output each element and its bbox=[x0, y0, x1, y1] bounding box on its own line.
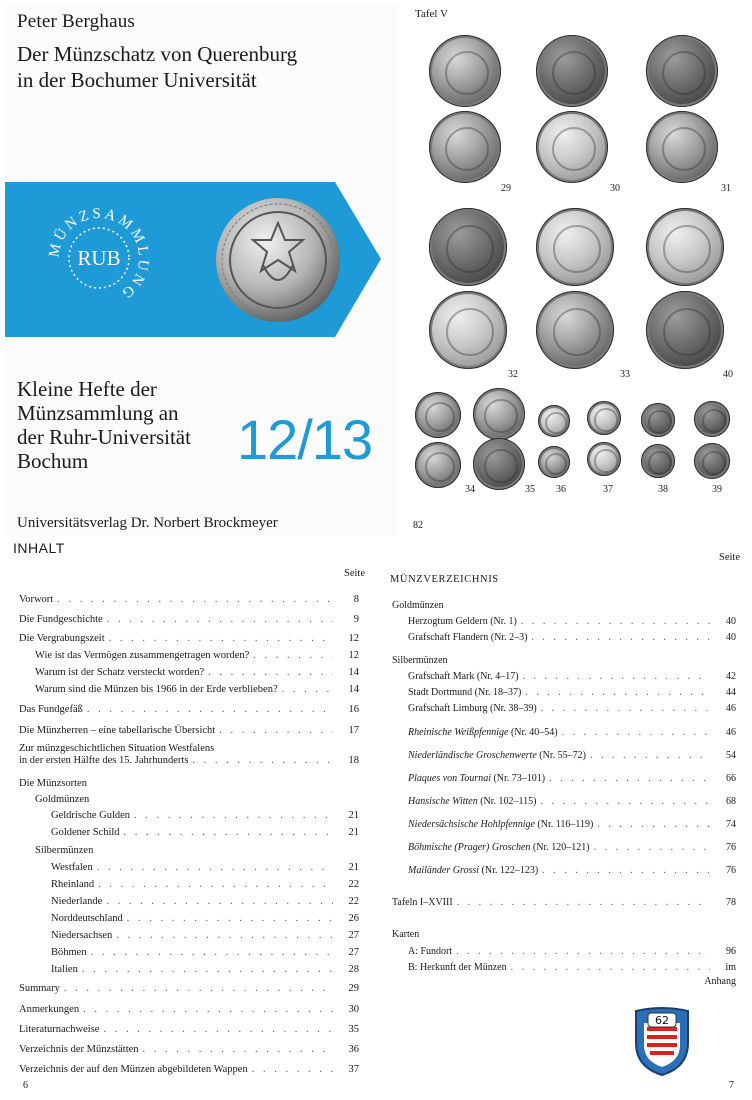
cover-title bbox=[17, 41, 387, 93]
toc-entry bbox=[51, 810, 359, 821]
index-entry bbox=[408, 632, 736, 643]
index-label: Niedersächsische Hohlpfennige bbox=[408, 819, 535, 830]
index-label: Stadt Dortmund (Nr. 18–37) bbox=[408, 687, 522, 698]
toc-label: Zur münzgeschichtlichen Situation Westfalens bbox=[19, 743, 215, 754]
coin-image bbox=[587, 442, 621, 476]
index-entry bbox=[392, 897, 736, 908]
toc-page: 21 bbox=[348, 862, 359, 873]
cover-author: Peter Berghaus bbox=[17, 11, 136, 32]
coin-label: 32 bbox=[508, 369, 518, 380]
leader-dots bbox=[594, 842, 710, 853]
toc-page: 21 bbox=[348, 810, 359, 821]
coin-image bbox=[536, 111, 608, 183]
index-range: (Nr. 55–72) bbox=[536, 750, 586, 761]
page-number: 6 bbox=[23, 1080, 28, 1091]
toc-label: Das Fundgefäß bbox=[19, 704, 83, 715]
coin-image bbox=[429, 35, 501, 107]
coin-image bbox=[641, 403, 675, 437]
index-label: Herzogtum Geldern (Nr. 1) bbox=[408, 616, 517, 627]
leader-dots bbox=[106, 896, 333, 907]
leader-dots bbox=[134, 810, 333, 821]
leader-dots bbox=[457, 897, 710, 908]
index-page: 54 bbox=[726, 750, 736, 761]
toc-label: Geldrische Gulden bbox=[51, 810, 131, 821]
coin-image bbox=[536, 208, 614, 286]
leader-dots bbox=[124, 827, 333, 838]
coin-image bbox=[646, 35, 718, 107]
coin-image bbox=[415, 392, 461, 438]
toc-page: 37 bbox=[348, 1064, 359, 1075]
toc-entry bbox=[51, 896, 359, 907]
toc-label: Die Münzherren – eine tabellarische Übersicht bbox=[19, 725, 216, 736]
toc-label: Böhmen bbox=[51, 947, 87, 958]
leader-dots bbox=[456, 946, 710, 957]
leader-dots bbox=[521, 616, 710, 627]
index-entry bbox=[408, 750, 736, 761]
toc-label: Wie ist das Vermögen zusammengetragen worden? bbox=[35, 650, 250, 661]
toc-entry bbox=[51, 947, 359, 958]
leader-dots bbox=[590, 750, 710, 761]
index-label: Grafschaft Limburg (Nr. 38–39) bbox=[408, 703, 537, 714]
toc-label: Norddeutschland bbox=[51, 913, 123, 924]
leader-dots bbox=[143, 1044, 333, 1055]
contents-page bbox=[5, 540, 371, 1097]
toc-page: 12 bbox=[348, 633, 359, 644]
section-heading: Silbermünzen bbox=[392, 655, 448, 666]
leader-dots bbox=[525, 687, 710, 698]
cover-title-line1: Der Münzschatz von Querenburg bbox=[17, 42, 298, 66]
index-range: (Nr. 120–121) bbox=[530, 842, 590, 853]
toc-label: Warum ist der Schatz versteckt worden? bbox=[35, 667, 205, 678]
toc-label: Summary bbox=[19, 983, 60, 994]
toc-label: in der ersten Hälfte des 15. Jahrhunderts bbox=[19, 755, 189, 766]
toc-label: Vorwort bbox=[19, 594, 54, 605]
toc-entry bbox=[19, 1064, 359, 1075]
coin-image bbox=[646, 291, 724, 369]
index-entry bbox=[408, 687, 736, 698]
toc-label: Verzeichnis der Münzstätten bbox=[19, 1044, 139, 1055]
toc-label: Warum sind die Münzen bis 1966 in der Erde verblieben? bbox=[35, 684, 278, 695]
toc-page: 17 bbox=[348, 725, 359, 736]
toc-entry bbox=[19, 755, 359, 766]
coin-label: 33 bbox=[620, 369, 630, 380]
leader-dots bbox=[98, 879, 333, 890]
series-title bbox=[17, 377, 247, 473]
index-label: Rheinische Weißpfennige bbox=[408, 727, 509, 738]
toc-page: 30 bbox=[348, 1004, 359, 1015]
series-line: Münzsammlung an bbox=[17, 401, 179, 425]
leader-dots bbox=[97, 862, 333, 873]
toc-label: Literaturnachweise bbox=[19, 1024, 100, 1035]
index-page: 68 bbox=[726, 796, 736, 807]
index-range: (Nr. 102–115) bbox=[477, 796, 537, 807]
leader-dots bbox=[192, 755, 333, 766]
coin-label: 36 bbox=[556, 484, 566, 495]
coin-image bbox=[646, 208, 724, 286]
toc-entry bbox=[19, 614, 359, 625]
index-page: 44 bbox=[726, 687, 736, 698]
index-page: 76 bbox=[726, 842, 736, 853]
series-line: der Ruhr-Universität bbox=[17, 425, 191, 449]
coin-image bbox=[429, 208, 507, 286]
index-page: 76 bbox=[726, 865, 736, 876]
toc-label: Westfalen bbox=[51, 862, 93, 873]
toc-page: 28 bbox=[348, 964, 359, 975]
index-page: 74 bbox=[726, 819, 736, 830]
coin-image bbox=[429, 291, 507, 369]
toc-entry bbox=[19, 725, 359, 736]
toc-entry bbox=[51, 913, 359, 924]
toc-page: 27 bbox=[348, 947, 359, 958]
coin-image bbox=[694, 443, 730, 479]
toc-page: 14 bbox=[348, 684, 359, 695]
coin-image bbox=[538, 446, 570, 478]
coin-image bbox=[429, 111, 501, 183]
index-entry bbox=[408, 865, 736, 876]
cover-coin-image bbox=[213, 195, 343, 325]
toc-page: 27 bbox=[348, 930, 359, 941]
toc-entry bbox=[19, 1044, 359, 1055]
leader-dots bbox=[107, 614, 333, 625]
toc-entry bbox=[51, 964, 359, 975]
toc-page: 36 bbox=[348, 1044, 359, 1055]
coin-label: 34 bbox=[465, 484, 475, 495]
index-entry bbox=[408, 671, 736, 682]
leader-dots bbox=[219, 725, 333, 736]
toc-label: Niedersachsen bbox=[51, 930, 113, 941]
toc-page: 22 bbox=[348, 879, 359, 890]
index-page: im bbox=[725, 962, 736, 973]
index-entry bbox=[408, 703, 736, 714]
index-label: Grafschaft Mark (Nr. 4–17) bbox=[408, 671, 519, 682]
leader-dots bbox=[109, 633, 333, 644]
toc-page: 26 bbox=[348, 913, 359, 924]
coin-image bbox=[641, 444, 675, 478]
contents-heading: INHALT bbox=[13, 540, 65, 556]
page-number: 7 bbox=[729, 1080, 734, 1091]
plate-title: Tafel V bbox=[415, 8, 448, 20]
leader-dots bbox=[64, 983, 333, 994]
seal-center-text: RUB bbox=[77, 246, 121, 270]
leader-dots bbox=[282, 684, 333, 695]
coin-label: 39 bbox=[712, 484, 722, 495]
page-number: 82 bbox=[413, 520, 423, 531]
toc-label: Verzeichnis der auf den Münzen abgebildeten Wappen bbox=[19, 1064, 248, 1075]
toc-label: Silbermünzen bbox=[35, 845, 94, 856]
toc-label: Die Münzsorten bbox=[19, 778, 87, 789]
toc-label: Italien bbox=[51, 964, 78, 975]
index-range: (Nr. 122–123) bbox=[479, 865, 539, 876]
index-page: 46 bbox=[726, 703, 736, 714]
leader-dots bbox=[253, 650, 333, 661]
index-label: Tafeln I–XVIII bbox=[392, 897, 453, 908]
toc-page: 14 bbox=[348, 667, 359, 678]
toc-entry bbox=[35, 684, 359, 695]
index-entry bbox=[408, 773, 736, 784]
toc-page: 18 bbox=[348, 755, 359, 766]
index-label: Grafschaft Flandern (Nr. 2–3) bbox=[408, 632, 528, 643]
toc-page: 9 bbox=[353, 614, 359, 625]
toc-label: Die Vergrabungszeit bbox=[19, 633, 105, 644]
coin-index-page bbox=[378, 540, 748, 1097]
toc-page: 16 bbox=[348, 704, 359, 715]
leader-dots bbox=[541, 703, 710, 714]
leader-dots bbox=[562, 727, 710, 738]
section-heading: Karten bbox=[392, 929, 420, 940]
series-line: Bochum bbox=[17, 449, 89, 473]
toc-label: Goldener Schild bbox=[51, 827, 120, 838]
leader-dots bbox=[87, 704, 333, 715]
toc-entry bbox=[19, 1024, 359, 1035]
publisher: Universitätsverlag Dr. Norbert Brockmeyer bbox=[17, 515, 278, 531]
coin-label: 38 bbox=[658, 484, 668, 495]
index-label: Plaques von Tournai bbox=[408, 773, 491, 784]
leader-dots bbox=[511, 962, 710, 973]
index-label: Böhmische (Prager) Groschen bbox=[408, 842, 531, 853]
toc-label: Goldmünzen bbox=[35, 794, 90, 805]
coin-image bbox=[646, 111, 718, 183]
index-page-note: Anhang bbox=[704, 976, 736, 987]
toc-entry bbox=[19, 704, 359, 715]
toc-entry bbox=[35, 667, 359, 678]
toc-label: Rheinland bbox=[51, 879, 95, 890]
toc-page: 22 bbox=[348, 896, 359, 907]
coin-plate-page bbox=[403, 5, 748, 535]
leader-dots bbox=[542, 865, 710, 876]
leader-dots bbox=[116, 930, 333, 941]
toc-entry bbox=[19, 633, 359, 644]
leader-dots bbox=[57, 594, 333, 605]
index-page: 78 bbox=[726, 897, 736, 908]
coin-label: 35 bbox=[525, 484, 535, 495]
index-page: 66 bbox=[726, 773, 736, 784]
coin-image bbox=[473, 388, 525, 440]
seal-ring-text: MÜNZSAMMLUNG bbox=[46, 205, 152, 303]
leader-dots bbox=[82, 964, 333, 975]
toc-label: Niederlande bbox=[51, 896, 103, 907]
toc-entry bbox=[19, 983, 359, 994]
rub-seal-logo bbox=[43, 202, 155, 314]
index-range: (Nr. 116–119) bbox=[534, 819, 594, 830]
index-entry bbox=[408, 616, 736, 627]
coin-label: 31 bbox=[721, 183, 731, 194]
toc-page: 29 bbox=[348, 983, 359, 994]
toc-page: 21 bbox=[348, 827, 359, 838]
coin-label: 40 bbox=[723, 369, 733, 380]
index-page: 96 bbox=[726, 946, 736, 957]
index-range: (Nr. 40–54) bbox=[508, 727, 558, 738]
index-label: Hansische Witten bbox=[408, 796, 478, 807]
toc-entry bbox=[19, 594, 359, 605]
index-page: 40 bbox=[726, 616, 736, 627]
coin-image bbox=[538, 405, 570, 437]
toc-entry bbox=[51, 930, 359, 941]
coin-image bbox=[415, 442, 461, 488]
series-line: Kleine Hefte der bbox=[17, 377, 157, 401]
toc-page: 35 bbox=[348, 1024, 359, 1035]
coin-label: 37 bbox=[603, 484, 613, 495]
index-entry bbox=[408, 796, 736, 807]
index-label: Mailänder Grossi bbox=[408, 865, 480, 876]
index-entry bbox=[408, 727, 736, 738]
index-page: 40 bbox=[726, 632, 736, 643]
leader-dots bbox=[252, 1064, 333, 1075]
page-column-heading: Seite bbox=[719, 552, 740, 563]
toc-entry bbox=[51, 827, 359, 838]
toc-label: Anmerkungen bbox=[19, 1004, 80, 1015]
leader-dots bbox=[103, 1024, 333, 1035]
leader-dots bbox=[127, 913, 333, 924]
toc-page: 8 bbox=[353, 594, 359, 605]
coin-image bbox=[587, 401, 621, 435]
section-heading: Goldmünzen bbox=[392, 600, 444, 611]
toc-entry bbox=[19, 1004, 359, 1015]
index-heading: MÜNZVERZEICHNIS bbox=[390, 574, 499, 585]
index-label: Niederländische Groschenwerte bbox=[408, 750, 537, 761]
page-column-heading: Seite bbox=[344, 568, 365, 579]
coin-image bbox=[536, 35, 608, 107]
toc-entry bbox=[35, 650, 359, 661]
leader-dots bbox=[523, 671, 710, 682]
crest-number: 62 bbox=[655, 1014, 669, 1027]
index-page: 46 bbox=[726, 727, 736, 738]
toc-label: Die Fundgeschichte bbox=[19, 614, 103, 625]
book-cover bbox=[5, 5, 397, 535]
coin-label: 30 bbox=[610, 183, 620, 194]
coat-of-arms-icon bbox=[632, 1005, 692, 1077]
index-label: B: Herkunft der Münzen bbox=[408, 962, 507, 973]
volume-number: 12/13 bbox=[237, 408, 373, 471]
index-range: (Nr. 73–101) bbox=[490, 773, 546, 784]
toc-entry bbox=[51, 879, 359, 890]
toc-entry bbox=[51, 862, 359, 873]
coin-image bbox=[473, 438, 525, 490]
leader-dots bbox=[541, 796, 710, 807]
leader-dots bbox=[597, 819, 710, 830]
leader-dots bbox=[531, 632, 710, 643]
leader-dots bbox=[91, 947, 333, 958]
leader-dots bbox=[208, 667, 333, 678]
index-entry bbox=[408, 962, 736, 973]
index-entry bbox=[408, 819, 736, 830]
leader-dots bbox=[549, 773, 710, 784]
index-label: A: Fundort bbox=[408, 946, 453, 957]
index-entry bbox=[408, 946, 736, 957]
coin-image bbox=[536, 291, 614, 369]
toc-page: 12 bbox=[348, 650, 359, 661]
cover-title-line2: in der Bochumer Universität bbox=[17, 68, 257, 92]
index-page: 42 bbox=[726, 671, 736, 682]
coin-image bbox=[694, 401, 730, 437]
index-entry bbox=[408, 842, 736, 853]
leader-dots bbox=[83, 1004, 333, 1015]
coin-label: 29 bbox=[501, 183, 511, 194]
